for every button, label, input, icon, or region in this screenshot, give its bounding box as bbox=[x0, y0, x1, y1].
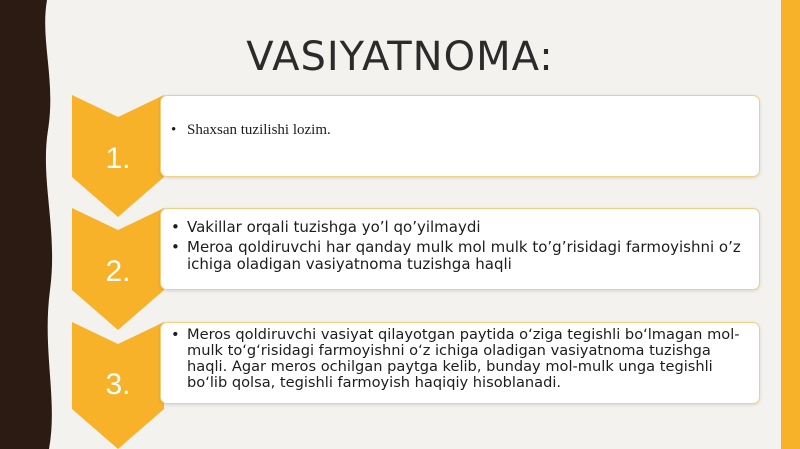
step-3-number: 3. bbox=[105, 368, 131, 401]
slide-title: VASIYATNOMA: bbox=[246, 34, 554, 80]
step-1-card bbox=[160, 95, 760, 177]
step-2-bullet-2: • Meroa qoldiruvchi har qanday mulk mol mulk to’g’risidagi farmoyishni o’z ichiga oladigan vasiyatnoma tuzishga haqli bbox=[171, 239, 749, 273]
step-2-number: 2. bbox=[105, 255, 131, 288]
step-1-number: 1. bbox=[105, 142, 131, 175]
step-1-bullet-1: • Shaxsan tuzilishi lozim. bbox=[171, 122, 759, 139]
step-2-bullet-1: • Vakillar orqali tuzishga yo’l qo’yilmaydi bbox=[171, 219, 749, 236]
step-3-bullet-1: • Meros qoldiruvchi vasiyat qilayotgan paytida o‘ziga tegishli bo‘lmagan mol-mulk to‘g‘risidagi farmoyishni o‘z ichiga oladigan vasiyatnoma tuzishga haqli. Agar meros ochilgan paytga kelib, bunday mol-mulk unga tegishli bo‘lib qolsa, tegishli farmoyish haqiqiy hisoblanadi. bbox=[171, 327, 749, 391]
step-2-card bbox=[160, 208, 760, 290]
step-3-card bbox=[160, 322, 760, 404]
